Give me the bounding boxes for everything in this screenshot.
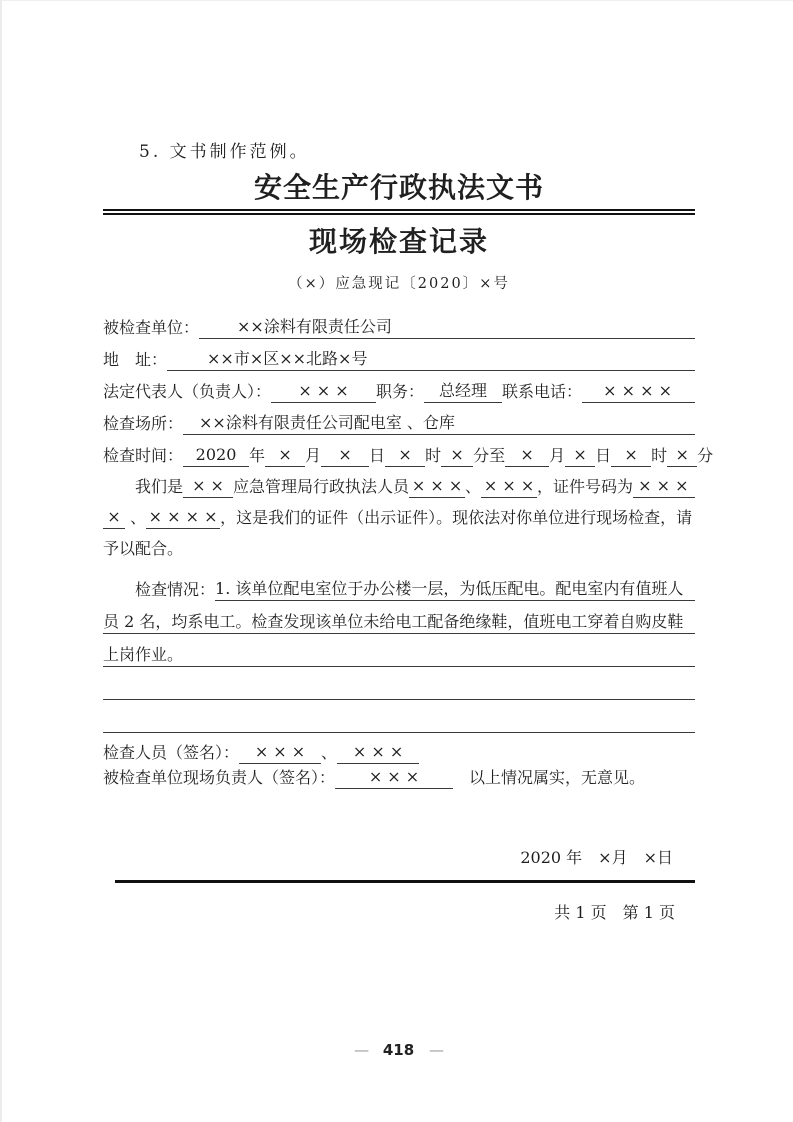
- officer2-name-value: × × ×: [481, 475, 537, 498]
- field-value-phone: × × × ×: [582, 380, 695, 403]
- document-number: （×）应急现记〔2020〕×号: [288, 276, 510, 292]
- intro-text: 我们是: [135, 477, 184, 496]
- time-year-value: 2020: [183, 444, 249, 467]
- footer-page-number: 418: [382, 1041, 415, 1059]
- sign-date: 2020 年 ×月 ×日: [520, 848, 673, 867]
- time-end-hour-label: 时: [651, 446, 668, 465]
- findings-line1-value: 1. 该单位配电室位于办公楼一层，为低压配电。配电室内有值班人: [215, 578, 695, 601]
- intro-text: ，证件号码为: [537, 477, 634, 496]
- field-row-place: [103, 403, 695, 435]
- findings-line2-value: 员 2 名，均系电工。检查发现该单位未给电工配备绝缘鞋，值班电工穿着自购皮鞋: [103, 611, 695, 634]
- header-divider: [103, 209, 695, 215]
- intro-text: 应急管理局行政执法人员: [233, 477, 410, 496]
- field-label-legal-rep: 法定代表人（负责人）：: [103, 382, 272, 401]
- field-value-legal-rep: × × ×: [271, 380, 376, 403]
- document-title: 现场检查记录: [308, 225, 489, 258]
- findings-line: [103, 568, 695, 601]
- field-label-time: 检查时间：: [103, 446, 184, 465]
- unit-rep-signature-row: [103, 764, 695, 789]
- agency-name-value: × ×: [183, 475, 233, 498]
- findings-line3-value: 上岗作业。: [103, 644, 695, 667]
- field-value-address: ××市×区××北路×号: [167, 348, 695, 371]
- form-section: [103, 307, 714, 467]
- unit-rep-label: 被检查单位现场负责人（签名）：: [103, 768, 336, 787]
- field-row-legal-rep: [103, 371, 695, 403]
- footer-dash-left: —: [354, 1041, 369, 1059]
- findings-blank-row: [103, 700, 695, 733]
- time-year-label: 年: [249, 446, 266, 465]
- confirmation-text: 以上情况属实，无意见。: [453, 768, 646, 787]
- field-label-place: 检查场所：: [103, 414, 184, 433]
- time-end-month-label: 月: [549, 446, 566, 465]
- time-end-day-label: 日: [595, 446, 612, 465]
- field-row-address: [103, 339, 695, 371]
- certificate2-value: × × × ×: [146, 506, 220, 529]
- certificate1-value: × × ×: [633, 475, 695, 498]
- unit-rep-signature: × × ×: [335, 766, 453, 789]
- bottom-divider: [115, 880, 695, 883]
- intro-text: ，这是我们的证件（出示证件）。现依法对你单位进行现场检查，请: [220, 508, 693, 527]
- footer-dash-right: —: [428, 1041, 443, 1059]
- field-label-position: 职务：: [376, 382, 425, 401]
- time-day-label: 日: [369, 446, 386, 465]
- field-row-inspected-unit: [103, 307, 695, 339]
- field-label-address: 地 址：: [103, 350, 168, 369]
- inspectors-signature-row: [103, 739, 695, 764]
- field-label-inspected-unit: 被检查单位：: [103, 318, 200, 337]
- time-minute-value: ×: [441, 444, 473, 467]
- time-day-value: ×: [321, 444, 369, 467]
- inspector1-signature: × × ×: [239, 741, 321, 764]
- document-content: [103, 137, 714, 923]
- officer1-name-value: × × ×: [409, 475, 465, 498]
- inspector2-signature: × × ×: [337, 741, 419, 764]
- intro-paragraph-line: [103, 467, 695, 498]
- intro-text: 、: [465, 477, 482, 496]
- inspectors-label: 检查人员（签名）：: [103, 743, 240, 762]
- time-hour-value: ×: [385, 444, 425, 467]
- section-label: 5. 文书制作范例。: [139, 142, 310, 162]
- introduction-paragraph: [103, 467, 695, 560]
- time-end-month-value: ×: [505, 444, 549, 467]
- field-value-inspected-unit: ××涂料有限责任公司: [199, 316, 695, 339]
- intro-text: 、: [125, 508, 147, 527]
- findings-line: [103, 601, 695, 634]
- findings-line: [103, 634, 695, 667]
- time-until-label: 分至: [473, 446, 506, 465]
- findings-label: 检查情况：: [135, 580, 216, 599]
- time-month-label: 月: [305, 446, 322, 465]
- findings-section: [103, 568, 695, 733]
- document-header: 安全生产行政执法文书: [253, 171, 544, 204]
- findings-blank-line: [103, 678, 695, 700]
- time-end-minute-value: ×: [667, 444, 697, 467]
- time-month-value: ×: [265, 444, 305, 467]
- page-count: 共 1 页 第 1 页: [554, 903, 675, 922]
- signatures-section: [103, 739, 695, 789]
- time-end-day-value: ×: [565, 444, 595, 467]
- time-end-hour-value: ×: [611, 444, 651, 467]
- intro-paragraph-line: [103, 529, 695, 560]
- intro-text: 予以配合。: [103, 539, 184, 558]
- intro-paragraph-line: [103, 498, 695, 529]
- time-hour-label: 时: [425, 446, 442, 465]
- field-value-position: 总经理: [424, 380, 502, 403]
- field-label-phone: 联系电话：: [502, 382, 583, 401]
- page-footer: [2, 1041, 793, 1059]
- findings-blank-row: [103, 667, 695, 700]
- field-value-place: ××涂料有限责任公司配电室 、仓库: [183, 412, 695, 435]
- field-row-time: [103, 435, 714, 467]
- inspectors-separator: 、: [321, 743, 338, 762]
- time-end-minute-label: 分: [697, 446, 714, 465]
- findings-blank-line: [103, 711, 695, 733]
- certificate1-cont-value: ×: [103, 506, 125, 529]
